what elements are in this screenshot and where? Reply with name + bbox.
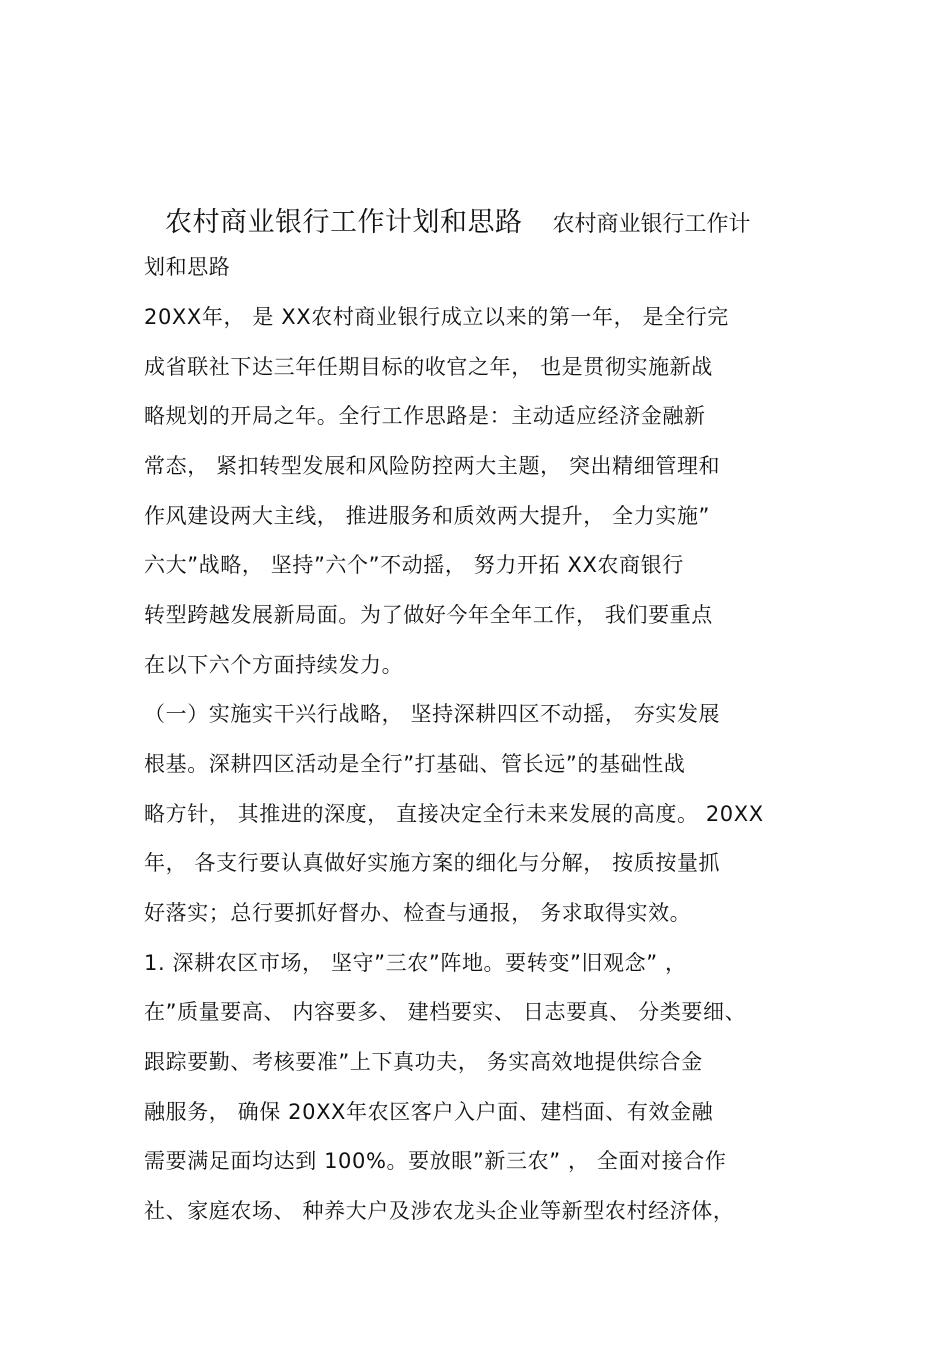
page-subtitle: 农村商业银行工作计 [552,212,751,237]
text-line: 转型跨越发展新局面。为了做好今年全年工作， 我们要重点 [144,603,713,627]
text-line: 20XX年， 是 XX农村商业银行成立以来的第一年， 是全行完 [144,305,729,329]
text-line: 跟踪要勤、考核要准”上下真功夫， 务实高效地提供综合金 [144,1050,703,1074]
text-line: 需要满足面均达到 100%。要放眼”新三农” ， 全面对接合作 [144,1149,727,1173]
text-line: 略方针， 其推进的深度， 直接决定全行未来发展的高度。 20XX [144,802,764,826]
text-line: （一）实施实干兴行战略， 坚持深耕四区不动摇， 夯实发展 [144,702,721,726]
text-line: 年， 各支行要认真做好实施方案的细化与分解， 按质按量抓 [144,851,721,875]
page-title: 农村商业银行工作计划和思路 [165,207,523,238]
text-line: 略规划的开局之年。全行工作思路是：主动适应经济金融新 [144,404,706,428]
text-line: 好落实；总行要抓好督办、检查与通报， 务求取得实效。 [144,901,692,925]
text-line: 常态， 紧扣转型发展和风险防控两大主题， 突出精细管理和 [144,454,721,478]
text-line: 1. 深耕农区市场， 坚守”三农”阵地。要转变”旧观念” ， [144,951,687,975]
text-line: 成省联社下达三年任期目标的收官之年， 也是贯彻实施新战 [144,355,713,379]
text-line: 六大”战略， 坚持”六个”不动摇， 努力开拓 XX农商银行 [144,553,684,577]
text-line: 在”质量要高、 内容要多、 建档要实、 日志要真、 分类要细、 [144,1000,747,1024]
text-line: 在以下六个方面持续发力。 [144,653,404,677]
text-line: 根基。深耕四区活动是全行”打基础、管长远”的基础性战 [144,752,686,776]
text-line: 划和思路 [144,255,231,279]
text-line: 作风建设两大主线， 推进服务和质效两大提升， 全力实施” [144,504,711,528]
text-line: 融服务， 确保 20XX年农区客户入户面、建档面、有效金融 [144,1100,714,1124]
title-line [165,200,751,239]
text-line: 社、家庭农场、 种养大户及涉农龙头企业等新型农村经济体， [144,1199,735,1223]
